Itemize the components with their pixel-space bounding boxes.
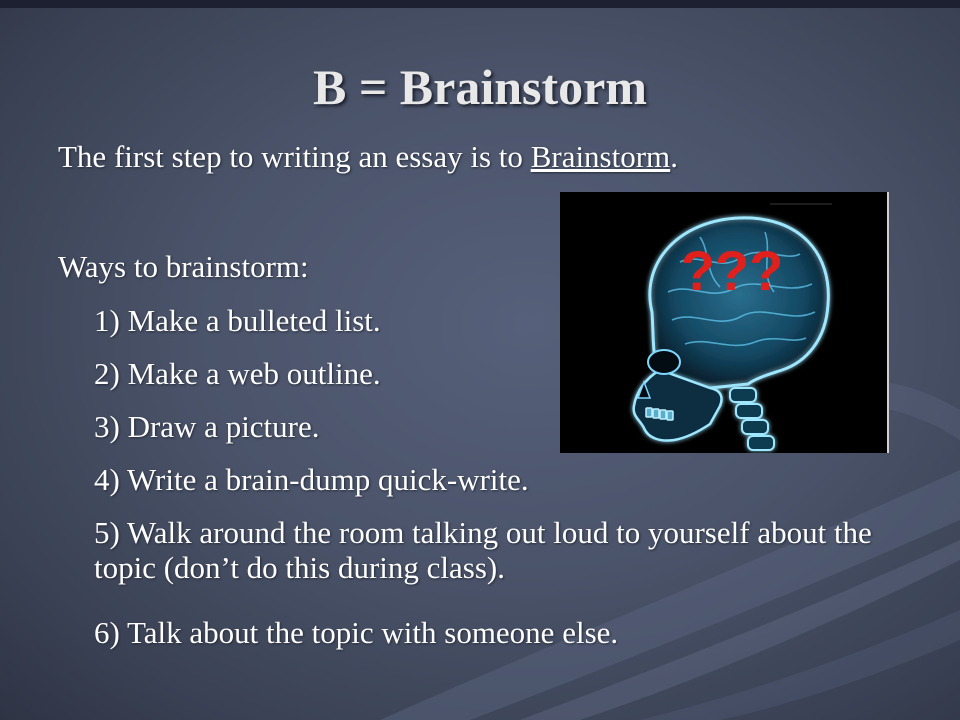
intro-keyword: Brainstorm [530, 139, 671, 174]
step-item: 4) Write a brain-dump quick-write. [94, 462, 529, 497]
intro-sentence [58, 140, 678, 175]
step-item: 2) Make a web outline. [94, 356, 381, 391]
question-marks: ??? [680, 239, 784, 302]
xray-skull-picture [560, 192, 889, 453]
intro-text-after: . [670, 139, 678, 174]
step-item: 5) Walk around the room talking out loud to yourself about the topic (don’t do this during class). [94, 515, 872, 585]
step-item: 6) Talk about the topic with someone else. [94, 615, 619, 650]
xray-skull-brain-icon [560, 192, 887, 453]
ways-heading: Ways to brainstorm: [58, 249, 309, 284]
slide-title: B = Brainstorm [312, 59, 648, 115]
intro-text-before: The first step to writing an essay is to [58, 139, 531, 174]
step-item: 3) Draw a picture. [94, 409, 320, 444]
step-item: 1) Make a bulleted list. [94, 303, 381, 338]
